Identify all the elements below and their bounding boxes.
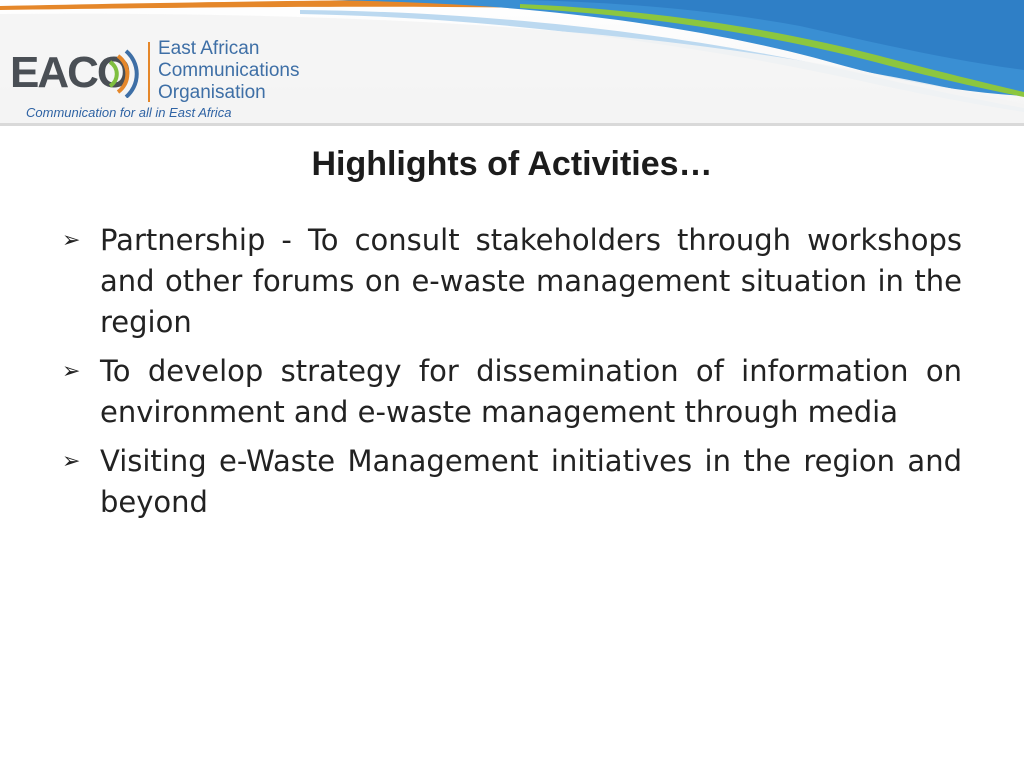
bullet-text: To develop strategy for dissemination of information on environment and e-waste management through media xyxy=(100,354,962,429)
bullet-item xyxy=(62,220,962,343)
logo-divider xyxy=(148,42,150,102)
organisation-name-line-2: Communications xyxy=(158,60,300,81)
organisation-name-line-3: Organisation xyxy=(158,82,266,103)
bullet-item xyxy=(62,441,962,523)
arrowhead-bullet-icon: ➢ xyxy=(62,228,81,253)
bullet-item xyxy=(62,351,962,433)
bullet-list xyxy=(62,220,962,531)
organisation-name xyxy=(158,38,300,104)
bullet-text: Visiting e-Waste Management initiatives in the region and beyond xyxy=(100,444,962,519)
tagline: Communication for all in East Africa xyxy=(26,105,232,120)
header-divider-line xyxy=(0,123,1024,126)
arrowhead-bullet-icon: ➢ xyxy=(62,359,81,384)
slide-title: Highlights of Activities… xyxy=(311,145,713,183)
arrowhead-bullet-icon: ➢ xyxy=(62,449,81,474)
logo-wordmark: EACO xyxy=(10,48,130,97)
organisation-name-line-1: East African xyxy=(158,38,260,59)
eaco-logo xyxy=(10,38,330,104)
header-banner xyxy=(0,0,1024,126)
bullet-text: Partnership - To consult stakeholders through workshops and other forums on e-waste management situation in the region xyxy=(100,223,962,339)
signal-waves-icon xyxy=(104,48,148,98)
